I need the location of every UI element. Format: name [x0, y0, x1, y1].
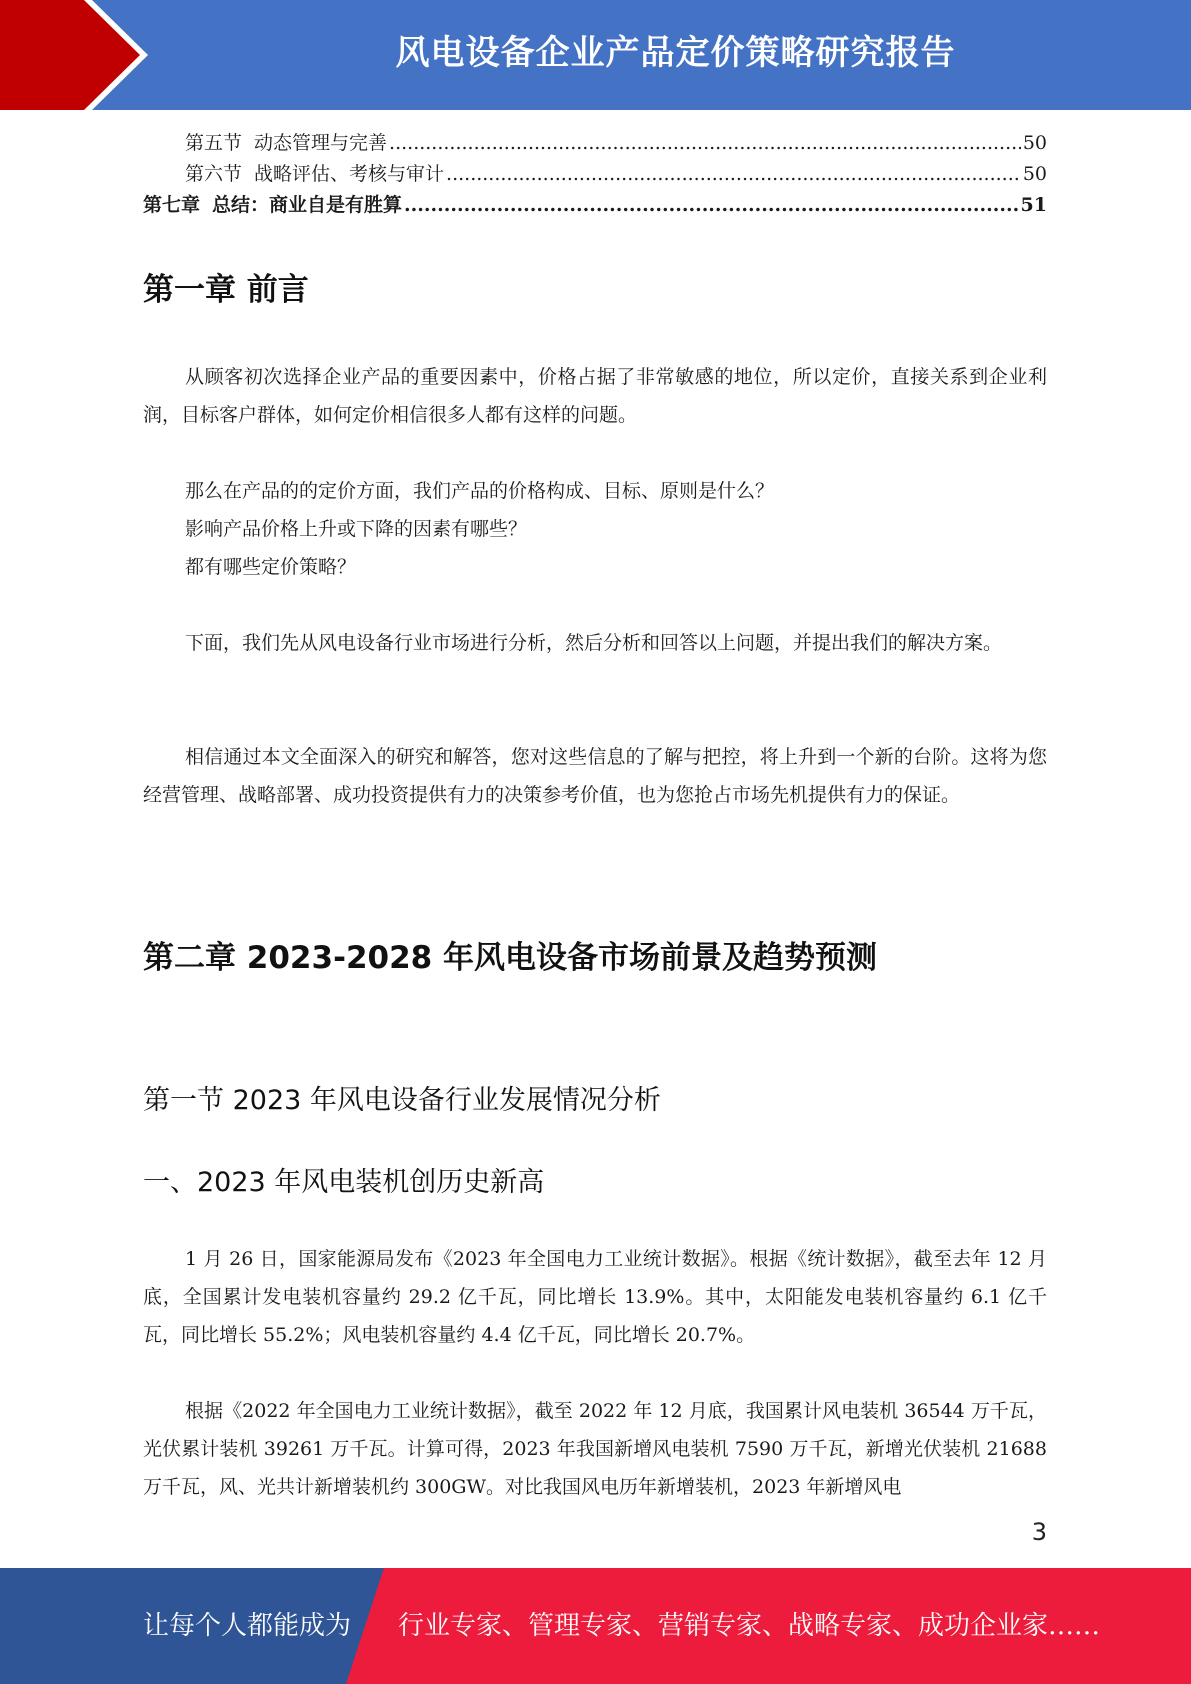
chapter-1-paragraph-3: 相信通过本文全面深入的研究和解答，您对这些信息的了解与把控，将上升到一个新的台阶。这将为您经营管理、战略部署、成功投资提供有力的决策参考价值，也为您抢占市场先机提供有力的保证。	[143, 746, 1047, 806]
toc-leader-dots	[389, 128, 1021, 159]
page-footer	[0, 1568, 1191, 1684]
report-title: 风电设备企业产品定价策略研究报告	[395, 33, 956, 73]
toc-leader-dots	[446, 159, 1021, 190]
header-chevron-decoration	[0, 0, 160, 110]
toc-chapter-number: 第七章	[143, 194, 201, 216]
toc-section-title: 战略评估、考核与审计	[254, 163, 445, 185]
page-number: 3	[1031, 1518, 1047, 1546]
subsection-1-heading: 一、2023 年风电装机创历史新高	[143, 1167, 545, 1198]
chapter-1-question-1: 那么在产品的的定价方面，我们产品的价格构成、目标、原则是什么？	[185, 480, 775, 502]
toc-entry[interactable]	[143, 190, 1047, 221]
chapter-1-heading: 第一章 前言	[143, 272, 309, 308]
toc-entry[interactable]	[143, 159, 1047, 190]
chapter-1-question-2: 影响产品价格上升或下降的因素有哪些？	[185, 518, 528, 540]
toc-entry[interactable]	[143, 128, 1047, 159]
chapter-2-heading: 第二章 2023-2028 年风电设备市场前景及趋势预测	[143, 940, 878, 976]
toc-section-title: 动态管理与完善	[254, 132, 388, 154]
chapter-1-question-3: 都有哪些定价策略？	[185, 556, 357, 578]
section-1-heading: 第一节 2023 年风电设备行业发展情况分析	[143, 1085, 661, 1116]
chapter-2-paragraph-1: 1 月 26 日，国家能源局发布《2023 年全国电力工业统计数据》。根据《统计数据》，截至去年 12 月底，全国累计发电装机容量约 29.2 亿千瓦，同比增长 13.9%。其中，太阳能发电装机容量约 6.1 亿千瓦，同比增长 55.2%；风电装机容量约 4.4 亿千瓦，同比增长 20.7%。	[143, 1248, 1047, 1346]
toc-leader-dots	[404, 190, 1019, 221]
toc-page-number: 50	[1022, 163, 1047, 185]
toc-page-number: 51	[1020, 194, 1047, 216]
toc-section-number: 第六节	[185, 163, 243, 185]
chapter-2-paragraph-2: 根据《2022 年全国电力工业统计数据》，截至 2022 年 12 月底，我国累计风电装机 36544 万千瓦，光伏累计装机 39261 万千瓦。计算可得，2023 年我国新增风电装机 7590 万千瓦，新增光伏装机 21688 万千瓦，风、光共计新增装机约 300GW。对比我国风电历年新增装机，2023 年新增风电	[143, 1400, 1047, 1498]
chapter-1-paragraph-2: 下面，我们先从风电设备行业市场进行分析，然后分析和回答以上问题，并提出我们的解决方案。	[185, 632, 1003, 654]
page-header	[0, 0, 1191, 110]
chapter-1-paragraph-1: 从顾客初次选择企业产品的重要因素中，价格占据了非常敏感的地位，所以定价，直接关系到企业利润，目标客户群体，如何定价相信很多人都有这样的问题。	[143, 366, 1047, 426]
toc-chapter-title: 总结：商业自是有胜算	[212, 194, 403, 216]
toc-section-number: 第五节	[185, 132, 243, 154]
footer-slogan-left: 让每个人都能成为	[143, 1611, 352, 1641]
toc-page-number: 50	[1022, 132, 1047, 154]
table-of-contents	[143, 128, 1047, 221]
footer-slogan-right: 行业专家、管理专家、营销专家、战略专家、成功企业家……	[398, 1611, 1101, 1641]
